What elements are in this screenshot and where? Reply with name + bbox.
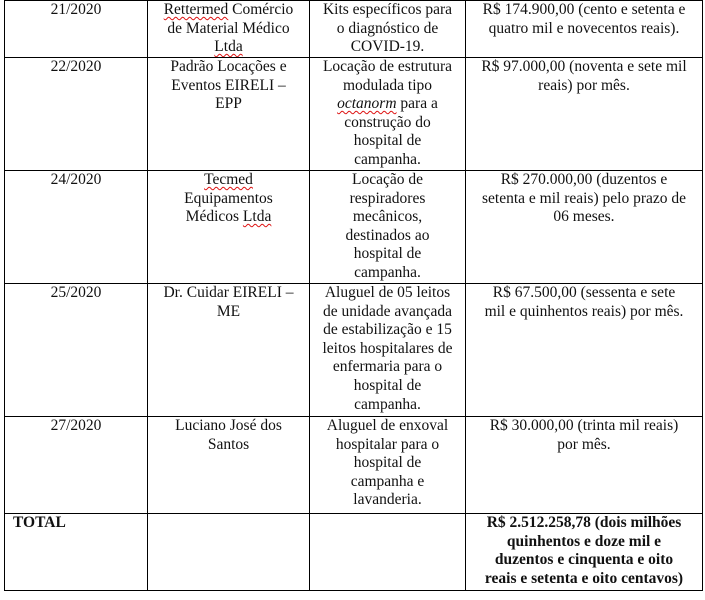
total-value-line: duzentos e cinquenta e oito [494,551,674,569]
empty-cell [148,514,310,591]
total-value-cell [466,514,703,591]
object-term-suffix: para a [400,95,438,113]
object-line: Locação de estrutura [322,58,453,75]
contract-number-cell [5,284,148,417]
contract-number-cell [5,171,148,284]
object-line [312,95,463,114]
contracts-table [4,0,703,591]
object-line: leitos hospitalares de [322,339,453,357]
contract-number: 25/2020 [50,284,102,301]
contract-number-cell [5,1,148,58]
object-line: Locação de [352,171,423,188]
object-line: construção do [344,113,431,131]
object-line: Kits específicos para [322,1,453,18]
object-line: de unidade avançada [322,302,453,320]
table-row [5,171,703,284]
object-line: mecânicos, [352,208,423,226]
company-cell [148,171,310,284]
total-row [5,514,703,591]
value-line: mil e quinhentos reais) por mês. [484,302,684,320]
company-name-part: Médicos [185,208,240,226]
value-line: por mês. [557,435,611,453]
total-value-line: quinhentos e doze mil e [506,532,662,550]
object-line: hospital de [353,376,422,394]
object-cell [310,284,466,417]
object-cell [310,58,466,171]
object-term: octanorm [337,95,397,113]
object-line: campanha. [354,263,421,281]
total-value-line: reais e setenta e oito centavos) [484,569,684,587]
object-line: hospital de [353,454,422,472]
object-line: o diagnóstico de [336,19,439,37]
object-line: campanha. [354,395,421,413]
object-line: enfermaria para o [332,358,443,376]
object-line: de estabilização e 15 [323,321,452,339]
company-line: Padrão Locações e [170,58,287,75]
company-line: Luciano José dos [175,417,282,434]
company-line: EPP [215,95,242,113]
value-line: setenta e mil reais) pelo prazo de [482,189,686,207]
company-cell [148,1,310,58]
total-value-line: R$ 2.512.258,78 (dois milhões [486,514,682,531]
table-row [5,1,703,58]
total-label: TOTAL [13,514,66,531]
company-cell [148,58,310,171]
object-line: COVID-19. [350,38,425,56]
object-line: Aluguel de enxoval [326,417,449,434]
value-cell [466,1,703,58]
total-label-cell [5,514,148,591]
contracts-table-document [4,0,702,591]
company-line [150,1,307,20]
contract-number: 22/2020 [50,58,102,75]
value-cell [466,284,703,417]
company-name-part: Comércio [232,1,294,18]
value-line: R$ 97.000,00 (noventa e sete mil [481,58,687,75]
company-name-part: Rettermed [163,1,229,18]
contract-number-cell [5,417,148,514]
object-line: hospital de [353,245,422,263]
value-line: R$ 67.500,00 (sessenta e sete [492,284,676,301]
company-line: de Material Médico [167,19,290,37]
table-row [5,284,703,417]
object-line: destinados ao [345,226,430,244]
object-cell [310,1,466,58]
object-line: Aluguel de 05 leitos [324,284,451,301]
value-line: R$ 174.900,00 (cento e setenta e [482,1,686,18]
value-line: reais) por mês. [538,76,630,94]
table-row [5,417,703,514]
empty-cell [310,514,466,591]
object-line: lavanderia. [353,491,422,509]
company-line [150,208,307,227]
contract-number: 27/2020 [50,417,102,434]
object-cell [310,171,466,284]
table-row [5,58,703,171]
company-line: Ltda [214,38,243,56]
contract-number: 21/2020 [50,1,102,18]
value-line: 06 meses. [553,208,615,226]
contract-number: 24/2020 [50,171,102,188]
object-line: modulada tipo [342,76,433,94]
contract-number-cell [5,58,148,171]
company-cell [148,417,310,514]
value-line: R$ 270.000,00 (duzentos e [500,171,668,188]
company-line: ME [216,302,241,320]
object-line: hospital de [353,132,422,150]
object-cell [310,417,466,514]
value-cell [466,58,703,171]
object-line: respiradores [349,189,426,207]
object-line: campanha. [354,150,421,168]
company-line: Tecmed [204,171,253,188]
value-line: quatro mil e novecentos reais). [488,19,680,37]
object-line: hospitalar para o [335,435,440,453]
company-name-part: Ltda [242,208,272,226]
value-cell [466,171,703,284]
value-line: R$ 30.000,00 (trinta mil reais) [489,417,679,434]
value-cell [466,417,703,514]
company-line: Dr. Cuidar EIRELI – [163,284,294,301]
company-line: Equipamentos [184,189,273,207]
company-line: Santos [207,435,250,453]
object-line: campanha e [350,472,425,490]
company-line: Eventos EIRELI – [171,76,286,94]
company-cell [148,284,310,417]
